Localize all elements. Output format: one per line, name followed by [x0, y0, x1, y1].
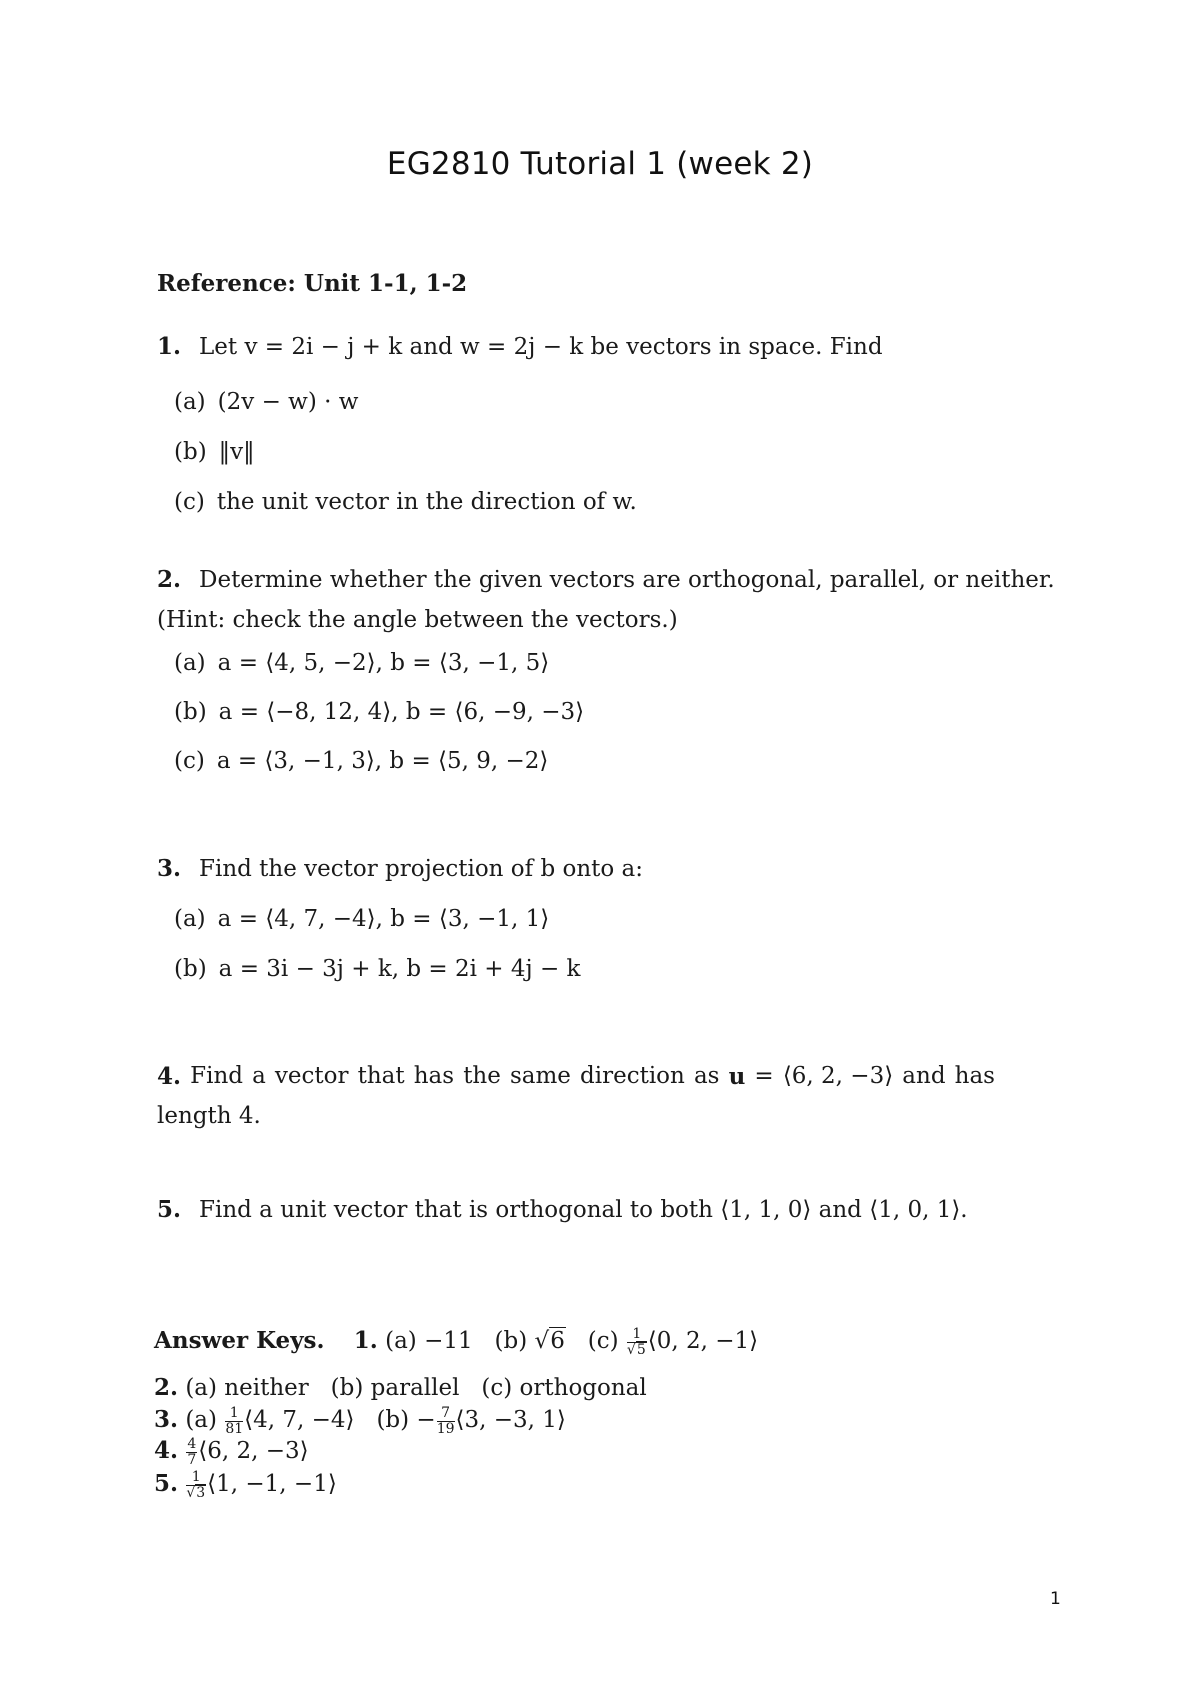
question-3-prompt	[157, 856, 643, 882]
reference-line: Reference: Unit 1-1, 1-2	[157, 270, 468, 297]
radicand: 5	[636, 1341, 646, 1358]
answer-3b-vector: ⟨3, −3, 1⟩	[455, 1407, 566, 1434]
question-3-number: 3.	[157, 855, 182, 882]
question-1-text: Let v = 2i − j + k and w = 2j − k be vectors in space. Find	[199, 334, 883, 360]
part-label: (c)	[174, 489, 205, 515]
answer-5-line	[154, 1470, 337, 1500]
answer-4-fraction	[186, 1437, 197, 1467]
part-text: a = ⟨−8, 12, 4⟩, b = ⟨6, −9, −3⟩	[218, 699, 585, 725]
question-2-hint: (Hint: check the angle between the vectors.)	[157, 607, 678, 633]
question-2-part-b	[174, 700, 584, 725]
answer-5-vector: ⟨1, −1, −1⟩	[207, 1471, 337, 1498]
question-3-part-b	[174, 957, 580, 982]
question-1-part-c	[174, 490, 637, 515]
numerator: 7	[437, 1406, 455, 1422]
part-text: a = 3i − 3j + k, b = 2i + 4j − k	[218, 956, 581, 982]
answer-1b-sqrt: √6	[534, 1328, 565, 1355]
part-label: (b)	[174, 699, 207, 725]
answer-1c-label: (c)	[587, 1328, 619, 1355]
word: and	[902, 1063, 946, 1089]
part-text: a = ⟨4, 7, −4⟩, b = ⟨3, −1, 1⟩	[217, 906, 550, 932]
word: as	[693, 1063, 720, 1089]
answer-5-fraction	[186, 1470, 206, 1500]
question-5-number: 5.	[157, 1196, 182, 1223]
word: ⟨6, 2, −3⟩	[782, 1063, 894, 1089]
answer-3b-label: (b) −	[376, 1407, 436, 1434]
radicand: 6	[550, 1328, 565, 1355]
question-5-prompt	[157, 1197, 968, 1223]
part-text: the unit vector in the direction of w.	[216, 489, 637, 515]
question-2-text: Determine whether the given vectors are orthogonal, parallel, or neither.	[199, 567, 1055, 593]
numerator: 1	[225, 1406, 243, 1422]
question-2-prompt	[157, 567, 1055, 593]
part-text: ‖v‖	[218, 439, 255, 465]
numerator: 4	[187, 1436, 197, 1452]
part-label: (c)	[174, 748, 205, 774]
question-5-text: Find a unit vector that is orthogonal to both ⟨1, 1, 0⟩ and ⟨1, 0, 1⟩.	[199, 1197, 968, 1223]
answer-1c-vector: ⟨0, 2, −1⟩	[647, 1328, 759, 1355]
answer-4-line	[154, 1437, 309, 1467]
radicand: 3	[196, 1484, 206, 1501]
answer-3a-fraction	[225, 1406, 243, 1436]
question-1-number: 1.	[157, 333, 182, 360]
question-4-number: 4.	[157, 1063, 182, 1090]
answer-2-number: 2.	[154, 1374, 179, 1401]
part-label: (a)	[174, 650, 206, 676]
answer-1a: (a) −11	[385, 1328, 473, 1355]
answer-3-line	[154, 1406, 566, 1436]
word: direction	[580, 1063, 685, 1089]
question-3-part-a	[174, 907, 549, 932]
word: Find	[190, 1063, 243, 1089]
page-number: 1	[1050, 1589, 1061, 1609]
word: has	[413, 1063, 455, 1089]
question-2-part-a	[174, 651, 549, 676]
answer-keys-heading: Answer Keys.	[154, 1327, 325, 1355]
answer-5-number: 5.	[154, 1470, 179, 1498]
answer-4-number: 4.	[154, 1437, 179, 1465]
part-label: (b)	[174, 439, 207, 465]
answer-1c-fraction	[627, 1327, 647, 1357]
part-text: a = ⟨3, −1, 3⟩, b = ⟨5, 9, −2⟩	[216, 748, 549, 774]
denominator: √3	[186, 1484, 206, 1501]
answer-1-number: 1.	[353, 1327, 378, 1355]
word: a	[252, 1063, 266, 1089]
answer-2-text: (a) neither (b) parallel (c) orthogonal	[185, 1375, 647, 1401]
part-label: (a)	[174, 389, 206, 415]
question-4-line-2: length 4.	[157, 1103, 261, 1129]
word: u	[728, 1063, 746, 1090]
denominator: 19	[436, 1420, 455, 1437]
question-3-text: Find the vector projection of b onto a:	[199, 856, 644, 882]
denominator: √5	[626, 1341, 646, 1358]
question-1-part-b	[174, 440, 255, 465]
word: same	[509, 1063, 571, 1089]
word: has	[954, 1063, 995, 1089]
denominator: 81	[225, 1420, 244, 1437]
denominator: 7	[187, 1451, 197, 1468]
answer-3-number: 3.	[154, 1406, 179, 1434]
part-label: (b)	[174, 956, 207, 982]
question-1-prompt	[157, 334, 883, 360]
question-2-number: 2.	[157, 566, 182, 593]
answer-2-line	[154, 1375, 647, 1401]
page-title: EG2810 Tutorial 1 (week 2)	[386, 146, 814, 182]
answer-3b-fraction	[437, 1406, 455, 1436]
question-2-part-c	[174, 749, 548, 774]
word: vector	[274, 1063, 349, 1089]
part-label: (a)	[174, 906, 206, 932]
answer-3a-label: (a)	[185, 1407, 217, 1434]
question-4-line-1	[157, 1064, 995, 1089]
answer-1b-label: (b)	[494, 1328, 528, 1355]
numerator: 1	[186, 1470, 206, 1486]
word: that	[357, 1063, 405, 1089]
numerator: 1	[627, 1327, 647, 1343]
part-text: (2v − w) · w	[217, 389, 359, 415]
part-text: a = ⟨4, 5, −2⟩, b = ⟨3, −1, 5⟩	[217, 650, 550, 676]
answer-3a-vector: ⟨4, 7, −4⟩	[244, 1407, 355, 1434]
answer-keys-line-1	[154, 1327, 758, 1357]
word: =	[754, 1063, 774, 1089]
word: the	[463, 1063, 501, 1089]
answer-4-vector: ⟨6, 2, −3⟩	[198, 1438, 309, 1465]
question-1-part-a	[174, 390, 358, 415]
